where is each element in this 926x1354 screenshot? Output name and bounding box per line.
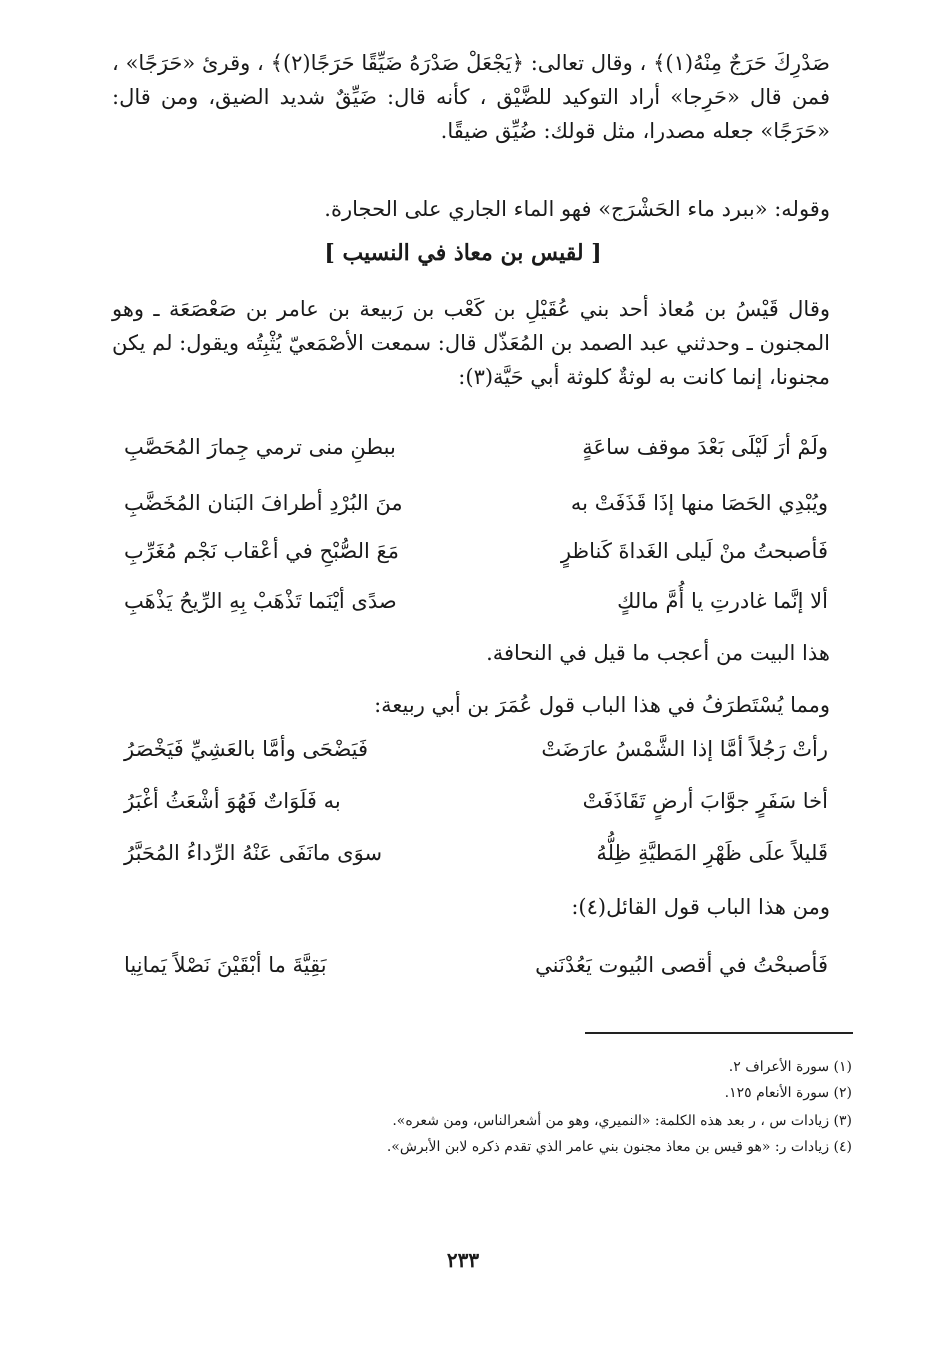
verse-line [124, 832, 828, 874]
verse-hemistich-first: ويُبْدِي الحَصَا منها إذَا قَذَفَتْ به [570, 491, 828, 515]
footnote: (١) سورة الأعراف ٢. [728, 1059, 852, 1075]
verse-hemistich-first: ولَمْ أرَ لَيْلَى بَعْدَ موقف ساعَةٍ [582, 435, 828, 459]
poem-intro-line: ومما يُسْتَطرَفُ في هذا الباب قول عُمَرَ بن أبي ربيعة: [374, 693, 830, 717]
verse-hemistich-second: ببطنِ منى ترمي جِمارَ المُحَصَّبِ [124, 435, 396, 459]
verse-hemistich-second: صدًى أيْنَما تَذْهَبْ بِهِ الرِّيحُ يَذْهَبِ [124, 589, 397, 613]
footnote: (٢) سورة الأنعام ١٢٥. [724, 1085, 852, 1101]
section-heading: [ لقيس بن معاذ في النسيب ] [324, 240, 602, 266]
verse-hemistich-first: أخا سَفَرٍ جوَّابَ أرضٍ تَقَاذَفَتْ [582, 789, 828, 813]
intro-paragraph-qays: وقال قَيْسُ بن مُعاذ أحد بني عُقَيْلِ بن كَعْب بن رَبيعة بن عامر بن صَعْصَعَة ـ وهو المجنون ـ وحدثني عبد الصمد بن المُعَذّل قال: سمعت الأصْمَعيّ يُثْبِتُه ويقول: لم يكن مجنونا، إنما كانت به لوثةٌ كلوثة أبي حَيَّة(٣): [112, 297, 830, 389]
footnote: (٤) زيادات ر: «هو قيس بن معاذ مجنون بني عامر الذي تقدم ذكره لابن الأبرش». [386, 1139, 852, 1155]
verse-hemistich-first: قَليلاً علَى ظَهْرِ المَطيَّةِ ظِلُّهُ [596, 841, 828, 865]
page-number: ٢٣٣ [446, 1248, 480, 1272]
verse-hemistich-second: بَقِيَّةَ ما أبْقَيْنَ نَصْلاً يَمانِيا [124, 953, 327, 977]
poem-intro-line: ومن هذا الباب قول القائل(٤): [571, 895, 830, 919]
verse-hemistich-first: فَأصبحْتُ في أقصى البُيوت يَعُدْنَني [535, 953, 828, 977]
verse-hemistich-first: ألا إنَّما غادرتِ يا أُمَّ مالكٍ [617, 589, 828, 613]
verse-hemistich-second: منَ البُرْدِ أطرافَ البَنان المُخَضَّبِ [124, 491, 403, 515]
verse-line [124, 944, 828, 986]
footnote-separator [585, 1032, 853, 1034]
verse-line [124, 780, 828, 822]
verse-line [124, 426, 828, 468]
verse-line [124, 530, 828, 572]
verse-hemistich-first: فَأصبحتُ منْ لَيلى الغَداةَ كَناظرٍ [560, 539, 828, 563]
commentary-paragraph-hashraj: وقوله: «ببرد ماء الحَشْرَج» فهو الماء الجاري على الحجارة. [324, 197, 830, 221]
verse-hemistich-second: به فَلَوَاتٌ فَهُوَ أشْعَثُ أغْبَرُ [124, 789, 341, 813]
verse-hemistich-second: فَيَضْحَى وأمَّا بالعَشِيِّ فَيَخْصَرُ [124, 737, 369, 761]
commentary-line: هذا البيت من أعجب ما قيل في النحافة. [486, 641, 830, 665]
verse-hemistich-first: رأتْ رَجُلاً أمَّا إذا الشَّمْسُ عارَضَتْ [541, 737, 828, 761]
verse-line [124, 482, 828, 524]
commentary-paragraph: صَدْرِكَ حَرَجٌ مِنْهُ(١)﴾ ، وقال تعالى: ﴿يَجْعَلْ صَدْرَهُ ضَيِّقًا حَرَجًا(٢)﴾ ، وقرئ «حَرَجًا» ، فمن قال «حَرِجا» أراد التوكيد للضَّيْق ، كأنه قال: ضَيِّقٌ شديد الضيق، ومن قال: «حَرَجًا» جعله مصدرا، مثل قولك: ضُيِّق ضيقًا. [112, 51, 830, 143]
verse-hemistich-second: مَعَ الصُّبْحِ في أعْقاب نَجْم مُغَرِّبِ [124, 539, 399, 563]
verse-line [124, 728, 828, 770]
verse-hemistich-second: سوَى مانَفَى عَنْهُ الرِّداءُ المُحَبَّرُ [124, 841, 383, 865]
verse-line [124, 580, 828, 622]
footnote: (٣) زيادات س ، ر بعد هذه الكلمة: «النميري، وهو من أشعرالناس، ومن شعره». [392, 1113, 852, 1129]
